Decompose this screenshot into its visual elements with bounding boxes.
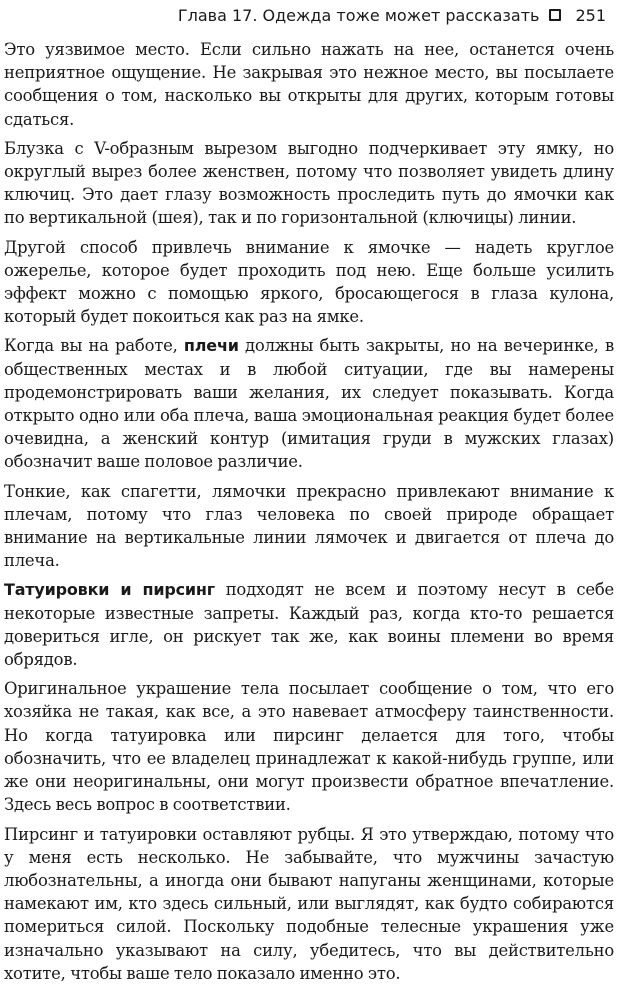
paragraph-text: Тонкие, как спагетти, лямочки прекрасно привлекают внимание к плечам, потому что глаз человека по своей природе обращает внимание на вертикальные линии лямочек и двигается от плеча до плеча. (4, 481, 614, 571)
paragraph-text: Пирсинг и татуировки оставляют рубцы. Я это утверждаю, потому что у меня есть несколько. Не забывайте, что мужчины зачастую любознательны, а иногда они бывают напуганы женщинами, которые намекают им, кто здесь сильный, или выглядят, как будто собираются помериться силой. Поскольку подобные телесные украшения уже изначально указывают на силу, убедитесь, что вы действительно хотите, чтобы ваше тело показало именно это. (4, 824, 614, 983)
paragraph (4, 578, 614, 671)
paragraph-text: Другой способ привлечь внимание к ямочке — надеть круглое ожерелье, которое будет проходить под нею. Еще больше усилить эффект можно с помощью яркого, бросающегося в глаза кулона, который будет покоиться как раз на ямке. (4, 237, 614, 327)
bold-term: плечи (183, 336, 239, 356)
paragraph (4, 137, 614, 230)
paragraph-text: должны быть закрыты, но на вечеринке, в общественных местах и в любой ситуации, где вы намерены продемонстрировать ваши желания, их следует показывать. Когда открыто одно или оба плеча, ваша эмоциональная реакция будет более очевидна, а женский контур (имитация груди в мужских глазах) обозначит ваше половое различие. (4, 336, 614, 472)
bold-term: Татуировки и пирсинг (4, 580, 215, 600)
paragraph (4, 677, 614, 816)
paragraph-text: Это уязвимое место. Если сильно нажать на нее, останется очень неприятное ощущение. Не закрывая это нежное место, вы посылаете сообщения о том, насколько вы открыты для других, которым готовы сдаться. (4, 40, 614, 129)
hollow-square-icon (549, 9, 561, 21)
paragraph-text: Оригинальное украшение тела посылает сообщение о том, что его хозяйка не такая, как все, а это навевает атмосферу таинственности. Но когда татуировка или пирсинг делается для того, чтобы обозначить, что ее владелец принадлежат к какой-нибудь группе, или же они неоригинальны, они могут произвести обратное впечатление. Здесь весь вопрос в соответствии. (4, 679, 614, 815)
paragraph (4, 38, 614, 131)
chapter-title: Глава 17. Одежда тоже может рассказать (177, 5, 540, 25)
paragraph-text: Блузка с V-образным вырезом выгодно подчеркивает эту ямку, но округлый вырез более женствен, потому что позволяет увидеть длину ключиц. Это дает глазу возможность проследить путь до ямочки как по вертикальной (шея), так и по горизонтальной (ключицы) линии. (4, 138, 614, 228)
paragraph (4, 334, 614, 473)
body-text (4, 38, 614, 991)
running-header (178, 0, 606, 30)
paragraph-lead-text: Когда вы на работе, (4, 336, 184, 356)
paragraph (4, 236, 614, 329)
paragraph (4, 480, 614, 573)
paragraph (4, 823, 614, 985)
paragraph-text: подходят не всем и поэтому несут в себе некоторые известные запреты. Каждый раз, когда кто-то решается довериться игле, он рискует так же, как воины племени во время обрядов. (4, 580, 615, 670)
page-number: 251 (575, 5, 606, 25)
